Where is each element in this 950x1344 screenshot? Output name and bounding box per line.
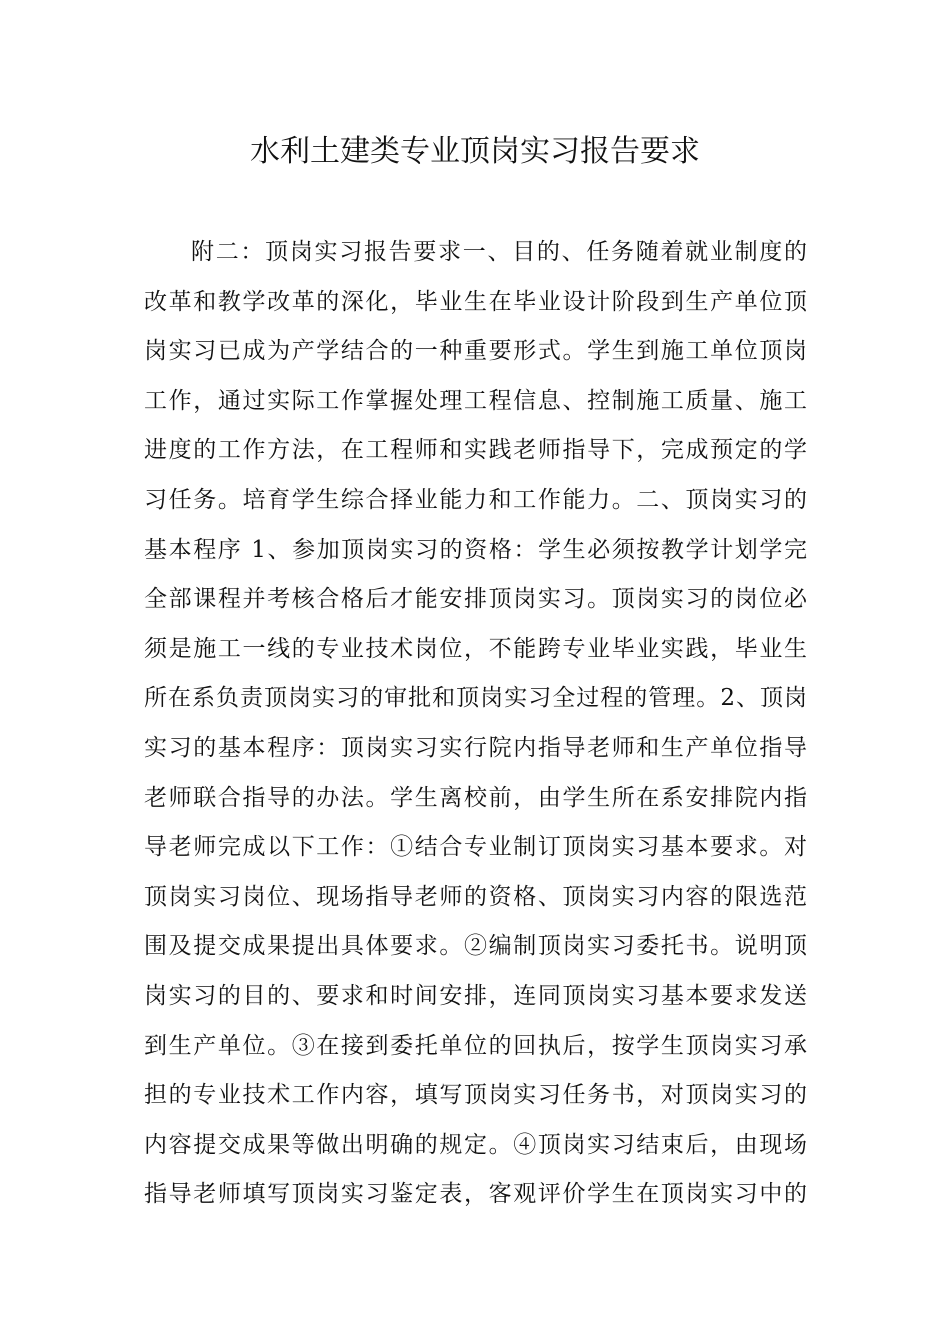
body-line: 内容提交成果等做出明确的规定。④顶岗实习结束后，由现场 bbox=[144, 1131, 807, 1158]
body-line: 习任务。培育学生综合择业能力和工作能力。二、顶岗实习的 bbox=[144, 486, 807, 513]
body-line: 顶岗实习岗位、现场指导老师的资格、顶岗实习内容的限选范 bbox=[144, 883, 807, 910]
body-line: 导老师完成以下工作：①结合专业制订顶岗实习基本要求。对 bbox=[144, 834, 807, 861]
body-line: 围及提交成果提出具体要求。②编制顶岗实习委托书。说明顶 bbox=[144, 933, 807, 960]
body-line: 改革和教学改革的深化，毕业生在毕业设计阶段到生产单位顶 bbox=[144, 288, 807, 315]
body-line: 老师联合指导的办法。学生离校前，由学生所在系安排院内指 bbox=[144, 784, 807, 811]
body-line: 附二：顶岗实习报告要求一、目的、任务随着就业制度的 bbox=[191, 239, 807, 265]
body-line: 基本程序 1、参加顶岗实习的资格：学生必须按教学计划学完 bbox=[144, 536, 807, 563]
body-line: 岗实习的目的、要求和时间安排，连同顶岗实习基本要求发送 bbox=[144, 982, 807, 1009]
document-body bbox=[144, 228, 807, 1220]
body-line: 全部课程并考核合格后才能安排顶岗实习。顶岗实习的岗位必 bbox=[144, 586, 807, 613]
body-line: 工作，通过实际工作掌握处理工程信息、控制施工质量、施工 bbox=[144, 387, 807, 414]
body-line: 岗实习已成为产学结合的一种重要形式。学生到施工单位顶岗 bbox=[144, 338, 807, 365]
body-line: 到生产单位。③在接到委托单位的回执后，按学生顶岗实习承 bbox=[144, 1032, 807, 1059]
body-line: 所在系负责顶岗实习的审批和顶岗实习全过程的管理。2、顶岗 bbox=[144, 685, 807, 712]
body-line: 须是施工一线的专业技术岗位，不能跨专业毕业实践，毕业生 bbox=[144, 635, 807, 662]
body-line: 进度的工作方法，在工程师和实践老师指导下，完成预定的学 bbox=[144, 437, 807, 464]
body-line: 实习的基本程序：顶岗实习实行院内指导老师和生产单位指导 bbox=[144, 734, 807, 761]
document-title: 水利土建类专业顶岗实习报告要求 bbox=[250, 134, 700, 169]
body-line: 指导老师填写顶岗实习鉴定表，客观评价学生在顶岗实习中的 bbox=[144, 1181, 807, 1208]
body-line: 担的专业技术工作内容，填写顶岗实习任务书，对顶岗实习的 bbox=[144, 1082, 807, 1109]
